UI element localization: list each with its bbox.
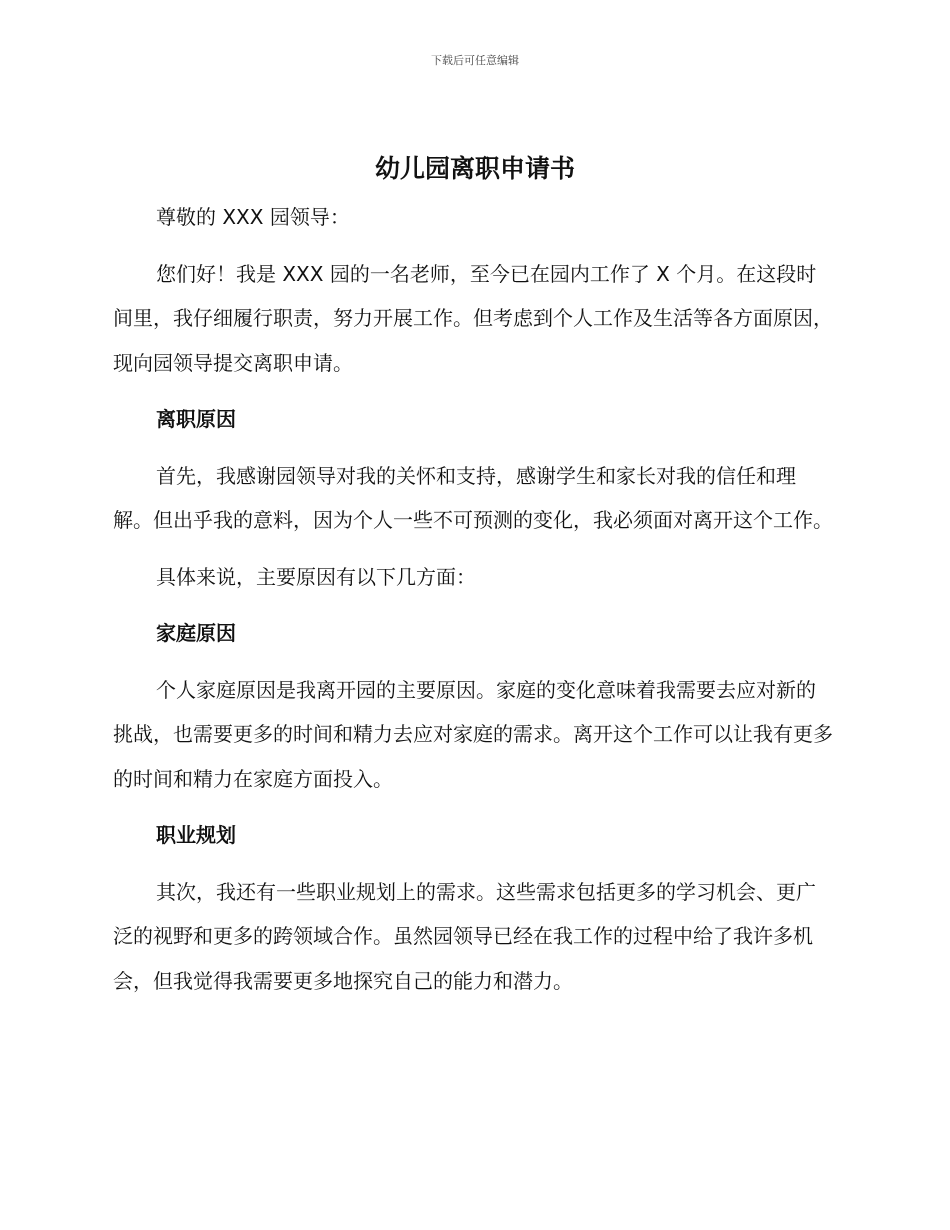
family-reason-paragraph: 个人家庭原因是我离开园的主要原因。家庭的变化意味着我需要去应对新的挑战，也需要更多的时间和精力去应对家庭的需求。离开这个工作可以让我有更多的时间和精力在家庭方面投入。 — [113, 677, 833, 791]
document-title: 幼儿园离职申请书 — [374, 154, 575, 183]
document-body — [113, 195, 833, 1015]
section-heading-career-planning: 职业规划 — [156, 823, 236, 847]
career-planning-paragraph: 其次，我还有一些职业规划上的需求。这些需求包括更多的学习机会、更广泛的视野和更多的跨领域合作。虽然园领导已经在我工作的过程中给了我许多机会，但我觉得我需要更多地探究自己的能力和潜力。 — [113, 879, 816, 993]
page-header-note: 下载后可任意编辑 — [431, 54, 519, 67]
gratitude-paragraph: 首先，我感谢园领导对我的关怀和支持，感谢学生和家长对我的信任和理解。但出乎我的意料，因为个人一些不可预测的变化，我必须面对离开这个工作。 — [113, 463, 833, 532]
section-heading-resignation-reason: 离职原因 — [156, 407, 236, 431]
salutation: 尊敬的 XXX 园领导： — [156, 205, 350, 229]
intro-paragraph: 您们好！我是 XXX 园的一名老师，至今已在园内工作了 X 个月。在这段时间里，我仔细履行职责，努力开展工作。但考虑到个人工作及生活等各方面原因，现向园领导提交离职申请。 — [113, 261, 833, 375]
reasons-lead-paragraph: 具体来说，主要原因有以下几方面： — [156, 564, 476, 589]
section-heading-family-reason: 家庭原因 — [156, 621, 236, 645]
